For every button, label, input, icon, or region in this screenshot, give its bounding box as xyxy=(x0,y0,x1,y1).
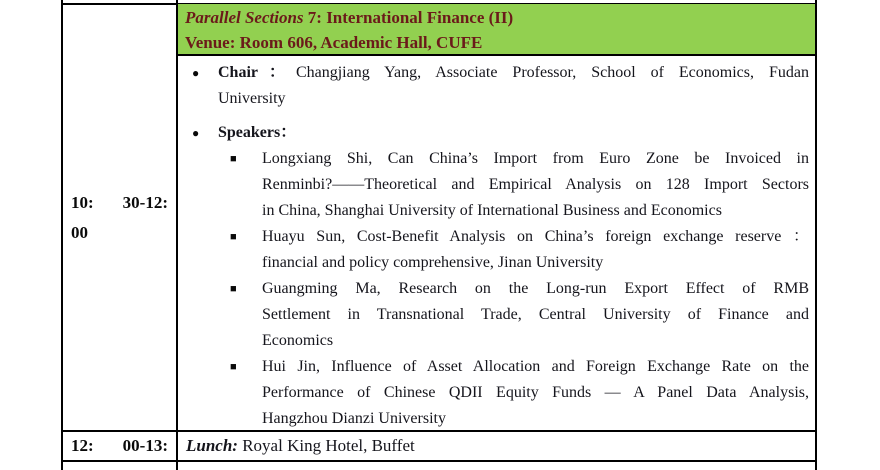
square-bullet-icon: ■ xyxy=(230,361,237,373)
speaker-text xyxy=(262,224,809,276)
lunch-time-cell xyxy=(63,434,176,458)
speakers-heading xyxy=(178,120,815,146)
session-content-cell xyxy=(178,56,815,432)
speaker-line: Economics xyxy=(262,332,334,349)
lunch-time-start: 12: xyxy=(71,436,94,455)
speaker-line: Settlement in Transnational Trade, Central University of Finance and xyxy=(262,306,809,323)
speakers-label: Speakers： xyxy=(218,124,297,141)
speaker-line: Huayu Sun, Cost-Benefit Analysis on China’s foreign exchange reserve ： xyxy=(262,228,809,245)
session-title-number: 7: International Finance (II) xyxy=(303,8,514,27)
chair-item xyxy=(178,60,815,112)
speaker-item xyxy=(178,276,815,354)
chair-name: Changjiang Yang, Associate Professor, School of Economics, Fudan xyxy=(295,64,809,81)
lunch-text: Royal King Hotel, Buffet xyxy=(237,436,415,455)
session-venue: Venue: Room 606, Academic Hall, CUFE xyxy=(185,33,483,52)
speakers-heading-text xyxy=(218,120,809,146)
speaker-line: Performance of Chinese QDII Equity Funds — A Panel Data Analysis, xyxy=(262,384,809,401)
session-title xyxy=(185,5,808,30)
session-time-line1 xyxy=(71,188,168,218)
session-time-line2: 00 xyxy=(71,223,88,242)
speaker-item xyxy=(178,224,815,276)
chair-text xyxy=(218,60,809,112)
lunch-time-range: 00-13: xyxy=(122,436,168,455)
speaker-line: Hui Jin, Influence of Asset Allocation and Foreign Exchange Rate on the xyxy=(262,358,809,375)
lunch-cell xyxy=(186,434,806,458)
chair-line-1 xyxy=(218,60,809,86)
lunch-label: Lunch: xyxy=(186,436,238,455)
speaker-line: Guangming Ma, Research on the Long-run Export Effect of RMB xyxy=(262,280,809,297)
session-title-name: Parallel Sections xyxy=(185,8,304,27)
speaker-line: Hangzhou Dianzi University xyxy=(262,410,446,427)
speaker-text xyxy=(262,146,809,224)
session-time-start: 10: xyxy=(71,193,94,212)
square-bullet-icon: ■ xyxy=(230,283,237,295)
speaker-item xyxy=(178,354,815,432)
circle-bullet-icon: ● xyxy=(192,126,200,140)
speaker-line: financial and policy comprehensive, Jinan University xyxy=(262,254,604,271)
chair-line-2: University xyxy=(218,90,286,107)
session-header-cell xyxy=(178,4,815,54)
session-time-cell xyxy=(63,188,176,248)
table-border-right xyxy=(815,0,817,470)
chair-label: Chair： xyxy=(218,64,296,81)
session-time-range: 30-12: xyxy=(122,193,168,212)
table-border-below-lunch xyxy=(61,460,817,462)
square-bullet-icon: ■ xyxy=(230,231,237,243)
speaker-line: Longxiang Shi, Can China’s Import from Euro Zone be Invoiced in xyxy=(262,150,809,167)
speaker-text xyxy=(262,354,809,432)
circle-bullet-icon: ● xyxy=(192,66,200,80)
speaker-text xyxy=(262,276,809,354)
speaker-line: Renminbi?——Theoretical and Empirical Analysis on 128 Import Sectors xyxy=(262,176,809,193)
speaker-item xyxy=(178,146,815,224)
lunch-time-line xyxy=(71,434,168,458)
square-bullet-icon: ■ xyxy=(230,153,237,165)
speaker-line: in China, Shanghai University of International Business and Economics xyxy=(262,202,722,219)
